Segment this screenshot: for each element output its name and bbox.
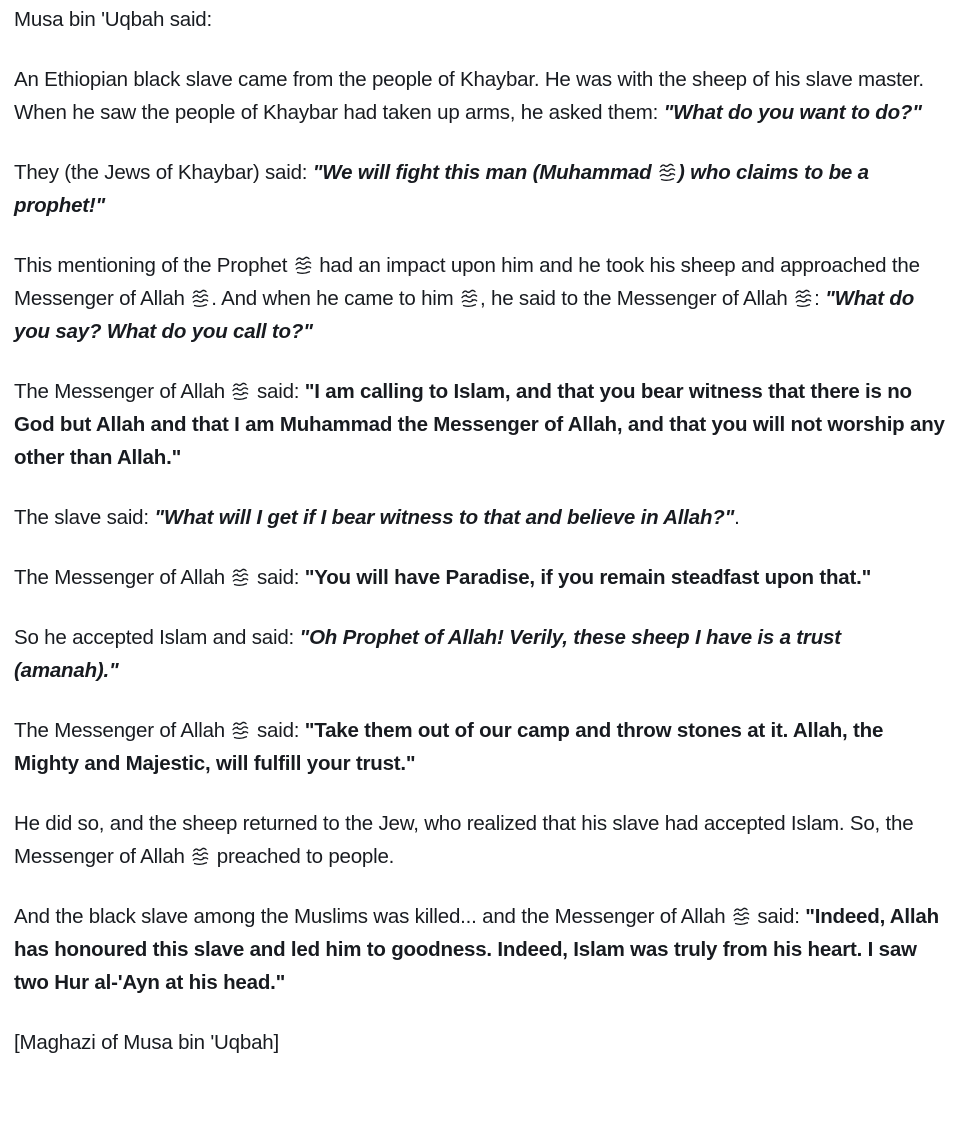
sallallahu-alayhi-wasallam-icon bbox=[658, 162, 677, 182]
text-segment: "What do you want to do?" bbox=[663, 101, 922, 124]
paragraph-trust-instruction bbox=[14, 714, 950, 780]
text-segment: [Maghazi of Musa bin 'Uqbah] bbox=[14, 1031, 279, 1054]
paragraph-acceptance bbox=[14, 621, 950, 687]
sallallahu-alayhi-wasallam-icon bbox=[231, 381, 250, 401]
text-segment: The slave said: bbox=[14, 506, 155, 529]
narrator-attribution bbox=[14, 3, 950, 36]
sallallahu-alayhi-wasallam-icon bbox=[794, 288, 813, 308]
paragraph-prophet-call bbox=[14, 375, 950, 474]
text-segment: Musa bin 'Uqbah said: bbox=[14, 8, 212, 31]
text-segment: They (the Jews of Khaybar) said: bbox=[14, 161, 313, 184]
paragraph-martyrdom bbox=[14, 900, 950, 999]
text-segment: This mentioning of the Prophet had an impact upon him and he took his sheep and approached the Messenger of Allah . And when he came to him , he said to the Messenger of Allah : bbox=[14, 254, 920, 310]
text-segment: An Ethiopian black slave came from the people of Khaybar. He was with the sheep of his slave master. When he saw the people of Khaybar had taken up arms, he asked them: bbox=[14, 68, 924, 124]
paragraph-sheep-returned bbox=[14, 807, 950, 873]
paragraph-jews-reply bbox=[14, 156, 950, 222]
text-segment: . bbox=[734, 506, 740, 529]
sallallahu-alayhi-wasallam-icon bbox=[231, 720, 250, 740]
text-segment: "What do you say? What do you call to?" bbox=[14, 287, 915, 343]
sallallahu-alayhi-wasallam-icon bbox=[460, 288, 479, 308]
text-segment: The Messenger of Allah said: bbox=[14, 380, 305, 403]
text-segment: "I am calling to Islam, and that you bear witness that there is no God but Allah and that I am Muhammad the Messenger of Allah, and that you will not worship any other than Allah." bbox=[14, 380, 945, 469]
text-segment: "We will fight this man (Muhammad ) who claims to be a prophet!" bbox=[14, 161, 869, 217]
source-citation bbox=[14, 1026, 950, 1059]
text-segment: The Messenger of Allah said: bbox=[14, 566, 305, 589]
text-segment: So he accepted Islam and said: bbox=[14, 626, 300, 649]
text-segment: And the black slave among the Muslims was killed... and the Messenger of Allah said: bbox=[14, 905, 806, 928]
text-segment: "Indeed, Allah has honoured this slave and led him to goodness. Indeed, Islam was truly from his heart. I saw two Hur al-'Ayn at his head." bbox=[14, 905, 939, 994]
sallallahu-alayhi-wasallam-icon bbox=[191, 288, 210, 308]
text-segment: "What will I get if I bear witness to that and believe in Allah?" bbox=[154, 506, 735, 529]
paragraph-paradise-promise bbox=[14, 561, 950, 594]
sallallahu-alayhi-wasallam-icon bbox=[294, 255, 313, 275]
paragraph-approach bbox=[14, 249, 950, 348]
text-segment: The Messenger of Allah said: bbox=[14, 719, 305, 742]
narration-text bbox=[14, 3, 950, 1059]
text-segment: He did so, and the sheep returned to the Jew, who realized that his slave had accepted Islam. So, the Messenger of Allah preached to people. bbox=[14, 812, 914, 868]
sallallahu-alayhi-wasallam-icon bbox=[231, 567, 250, 587]
paragraph-intro bbox=[14, 63, 950, 129]
sallallahu-alayhi-wasallam-icon bbox=[191, 846, 210, 866]
text-segment: "You will have Paradise, if you remain steadfast upon that." bbox=[304, 566, 872, 589]
paragraph-slave-question bbox=[14, 501, 950, 534]
sallallahu-alayhi-wasallam-icon bbox=[732, 906, 751, 926]
text-segment: "Take them out of our camp and throw stones at it. Allah, the Mighty and Majestic, will fulfill your trust." bbox=[14, 719, 884, 775]
text-segment: "Oh Prophet of Allah! Verily, these sheep I have is a trust (amanah)." bbox=[14, 626, 841, 682]
